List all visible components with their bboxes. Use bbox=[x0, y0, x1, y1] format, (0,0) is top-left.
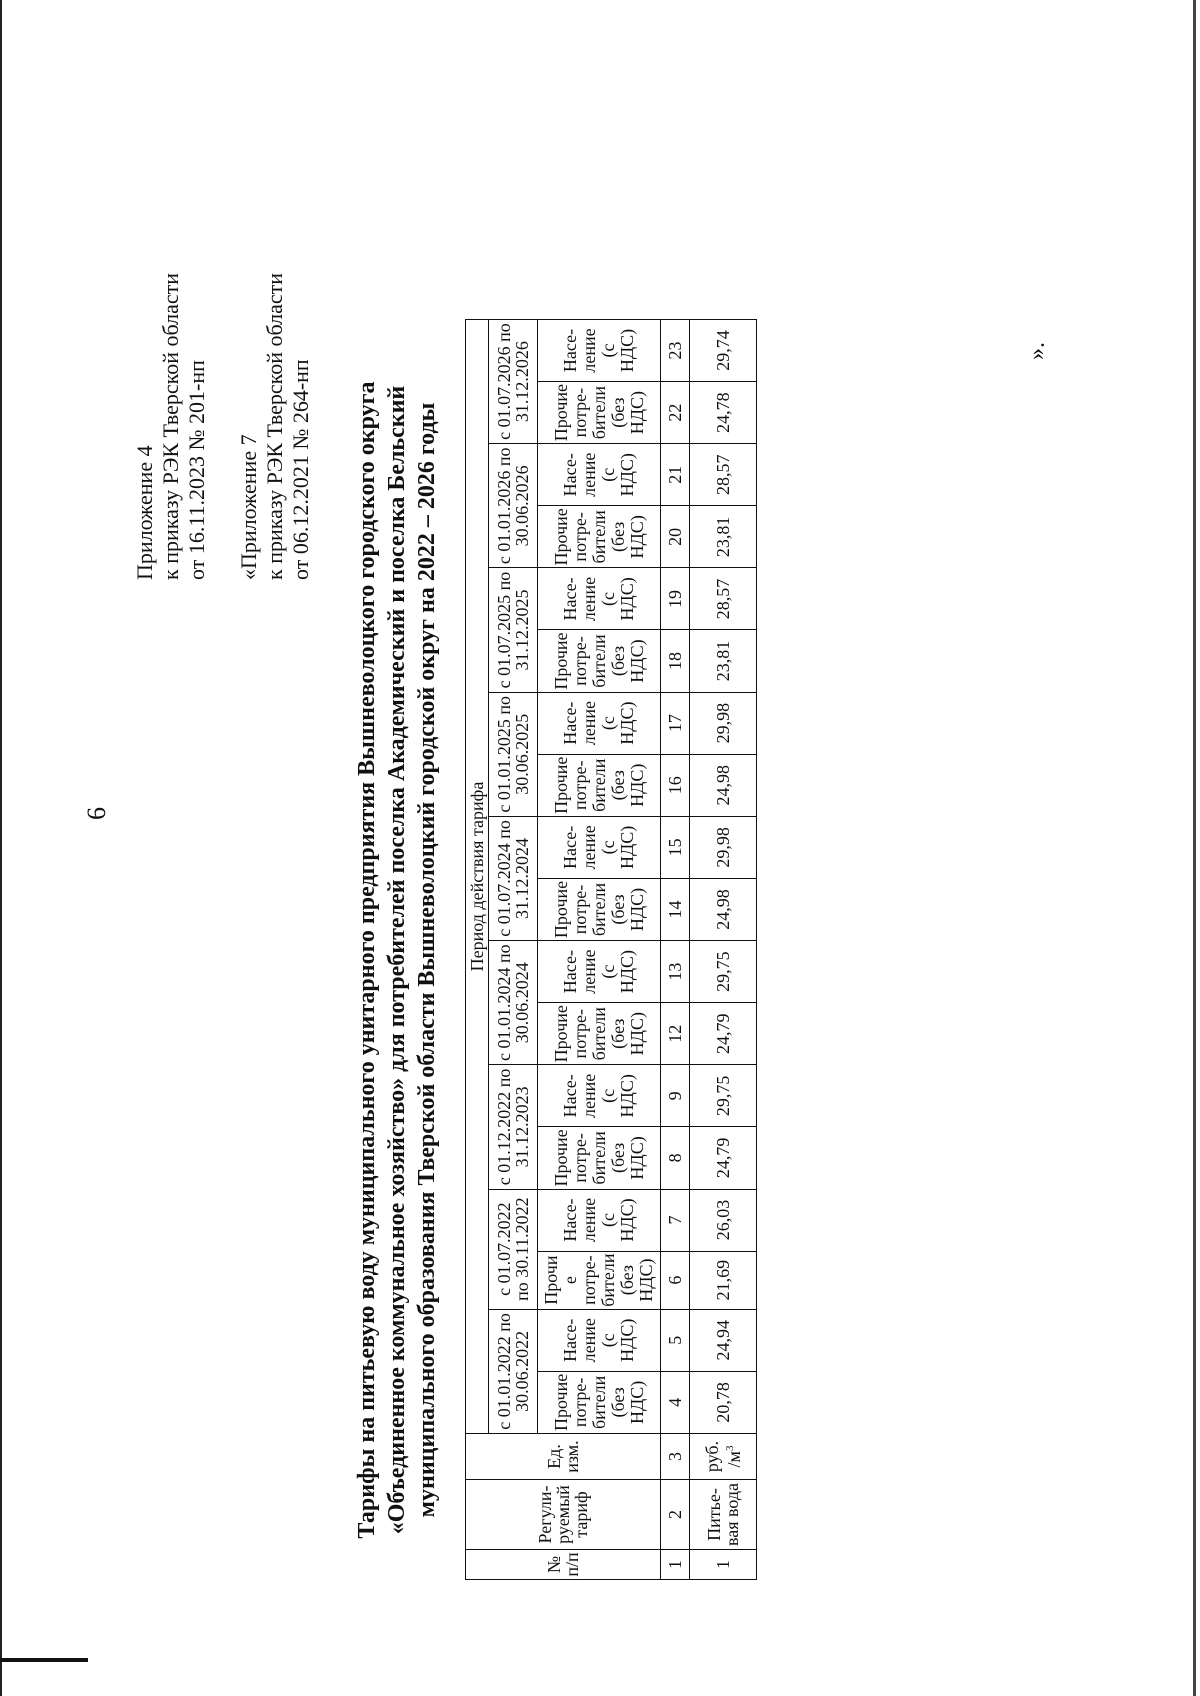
unit-text-tail: /м bbox=[724, 1451, 744, 1468]
period-cell: с 01.07.2025 по 31.12.2025 bbox=[489, 568, 538, 692]
tariff-value: 29,74 bbox=[690, 320, 757, 382]
tariff-value: 24,98 bbox=[690, 878, 757, 940]
category-other: Прочие потре-бители (без НДС) bbox=[538, 382, 661, 444]
column-index: 13 bbox=[661, 941, 690, 1003]
category-other: Прочие потре-бители (без НДС) bbox=[538, 1371, 661, 1433]
column-index: 23 bbox=[661, 320, 690, 382]
period-cell: с 01.01.2025 по 30.06.2025 bbox=[489, 692, 538, 816]
category-population: Насе-ление (с НДС) bbox=[538, 1309, 661, 1371]
title-line: Тарифы на питьевую воду муниципального унитарного предприятия Вышневолоцкого городского округа bbox=[354, 381, 380, 1539]
tariff-value: 28,57 bbox=[690, 568, 757, 630]
row-number: 1 bbox=[690, 1550, 757, 1580]
unit-text: руб. bbox=[702, 1440, 722, 1473]
tariff-value: 29,75 bbox=[690, 1065, 757, 1127]
column-index: 2 bbox=[661, 1480, 690, 1550]
category-population: Насе-ление (с НДС) bbox=[538, 692, 661, 754]
tariff-value: 24,79 bbox=[690, 1003, 757, 1065]
category-other: Прочие потре-бители (без НДС) bbox=[538, 506, 661, 568]
appendix-line: к приказу РЭК Тверской области bbox=[158, 272, 183, 580]
category-population: Насе-ление (с НДС) bbox=[538, 1189, 661, 1251]
title-line: муниципального образования Тверской области Вышневолоцкий городской округ на 2022 – 2026 годы bbox=[414, 402, 440, 1518]
column-index: 5 bbox=[661, 1309, 690, 1371]
header-period: Период действия тарифа bbox=[466, 320, 489, 1434]
header-tariff: Регули-руемый тариф bbox=[466, 1480, 661, 1550]
appendix-line: Приложение 4 bbox=[132, 445, 157, 580]
row-tariff: Питье-вая вода bbox=[690, 1480, 757, 1550]
category-other: Прочие потре-бители (без НДС) bbox=[538, 754, 661, 816]
category-other: Прочие потре-бители (без НДС) bbox=[538, 1003, 661, 1065]
tariff-value: 23,81 bbox=[690, 506, 757, 568]
column-index: 1 bbox=[661, 1550, 690, 1580]
closing-quote: ». bbox=[1024, 342, 1050, 360]
appendix-line: от 16.11.2023 № 201-нп bbox=[184, 360, 209, 580]
document-page bbox=[20, 70, 1100, 1650]
tariff-value: 24,98 bbox=[690, 754, 757, 816]
column-index: 22 bbox=[661, 382, 690, 444]
tariff-value: 24,79 bbox=[690, 1127, 757, 1189]
column-index: 15 bbox=[661, 816, 690, 878]
header-unit: Ед. изм. bbox=[466, 1434, 661, 1480]
tariff-value: 20,78 bbox=[690, 1371, 757, 1433]
period-cell: с 01.01.2022 по 30.06.2022 bbox=[489, 1309, 538, 1433]
row-unit bbox=[690, 1434, 757, 1480]
period-cell: с 01.07.2024 по 31.12.2024 bbox=[489, 816, 538, 940]
column-index: 3 bbox=[661, 1434, 690, 1480]
category-population: Насе-ление (с НДС) bbox=[538, 444, 661, 506]
category-other: Прочие потре-бители (без НДС) bbox=[538, 1127, 661, 1189]
column-index: 18 bbox=[661, 630, 690, 692]
appendix-header-current bbox=[132, 273, 210, 580]
period-cell: с 01.01.2024 по 30.06.2024 bbox=[489, 941, 538, 1065]
category-other: Прочие потре-бители (без НДС) bbox=[538, 630, 661, 692]
tariff-value: 28,57 bbox=[690, 444, 757, 506]
column-index: 9 bbox=[661, 1065, 690, 1127]
column-index: 14 bbox=[661, 878, 690, 940]
column-index: 4 bbox=[661, 1371, 690, 1433]
column-index: 16 bbox=[661, 754, 690, 816]
tariff-value: 29,98 bbox=[690, 692, 757, 754]
column-index: 7 bbox=[661, 1189, 690, 1251]
document-title bbox=[352, 270, 442, 1650]
appendix-line: от 06.12.2021 № 264-нп bbox=[288, 359, 313, 580]
title-line: «Объединенное коммунальное хозяйство» для потребителей поселка Академический и поселка Бельский bbox=[384, 385, 410, 1535]
tariff-value: 24,94 bbox=[690, 1309, 757, 1371]
category-other: Прочи е потре-бители (без НДС) bbox=[538, 1251, 661, 1309]
category-other: Прочие потре-бители (без НДС) bbox=[538, 878, 661, 940]
tariff-value: 29,98 bbox=[690, 816, 757, 878]
scan-mark bbox=[0, 1658, 88, 1662]
scan-edge-right bbox=[1193, 0, 1196, 1696]
tariff-value: 29,75 bbox=[690, 941, 757, 1003]
tariff-value: 26,03 bbox=[690, 1189, 757, 1251]
column-index: 8 bbox=[661, 1127, 690, 1189]
scan-edge-left bbox=[0, 0, 2, 1696]
column-index: 6 bbox=[661, 1251, 690, 1309]
category-population: Насе-ление (с НДС) bbox=[538, 320, 661, 382]
page-number: 6 bbox=[82, 807, 111, 820]
unit-superscript: 3 bbox=[724, 1445, 736, 1452]
category-population: Насе-ление (с НДС) bbox=[538, 568, 661, 630]
period-cell: с 01.12.2022 по 31.12.2023 bbox=[489, 1065, 538, 1189]
header-number: № п/п bbox=[466, 1550, 661, 1580]
period-cell: с 01.07.2022 по 30.11.2022 bbox=[489, 1189, 538, 1309]
category-population: Насе-ление (с НДС) bbox=[538, 1065, 661, 1127]
tariff-table bbox=[465, 319, 757, 1580]
appendix-line: «Приложение 7 bbox=[236, 434, 261, 580]
column-index: 19 bbox=[661, 568, 690, 630]
table-row bbox=[690, 320, 757, 1580]
period-cell: с 01.07.2026 по 31.12.2026 bbox=[489, 320, 538, 444]
column-index: 12 bbox=[661, 1003, 690, 1065]
tariff-value: 21,69 bbox=[690, 1251, 757, 1309]
category-population: Насе-ление (с НДС) bbox=[538, 941, 661, 1003]
tariff-value: 24,78 bbox=[690, 382, 757, 444]
category-population: Насе-ление (с НДС) bbox=[538, 816, 661, 878]
tariff-value: 23,81 bbox=[690, 630, 757, 692]
column-index: 20 bbox=[661, 506, 690, 568]
appendix-header-previous bbox=[236, 273, 314, 580]
column-index: 21 bbox=[661, 444, 690, 506]
appendix-line: к приказу РЭК Тверской области bbox=[262, 272, 287, 580]
period-cell: с 01.01.2026 по 30.06.2026 bbox=[489, 444, 538, 568]
column-index: 17 bbox=[661, 692, 690, 754]
